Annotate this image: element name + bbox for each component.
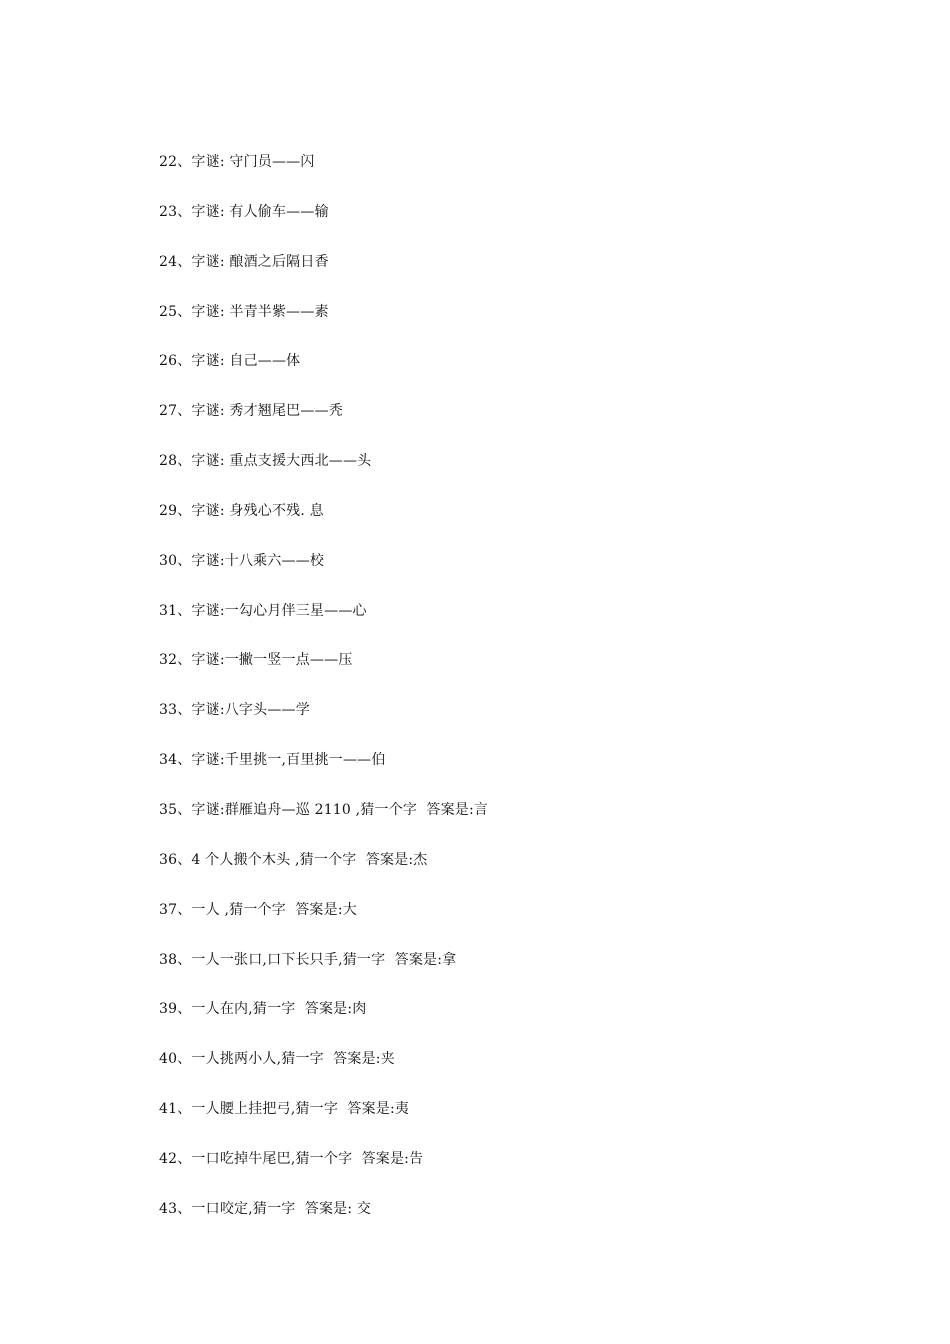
riddle-line-38: 38、一人一张口,口下长只手,猜一字 答案是:拿 — [159, 951, 457, 968]
riddle-line-42: 42、一口吃掉牛尾巴,猜一个字 答案是:告 — [159, 1150, 424, 1167]
riddle-line-22: 22、字谜: 守门员——闪 — [159, 154, 315, 170]
riddle-line-23: 23、字谜: 有人偷车——输 — [159, 203, 329, 220]
riddle-line-43: 43、一口咬定,猜一字 答案是: 交 — [159, 1200, 372, 1217]
riddle-line-29: 29、字谜: 身残心不残. 息 — [159, 502, 324, 519]
riddle-line-36: 36、4 个人搬个木头 ,猜一个字 答案是:杰 — [159, 851, 428, 868]
riddle-list — [159, 150, 488, 1247]
riddle-line-33: 33、字谜:八字头——学 — [159, 702, 310, 719]
riddle-line-32: 32、字谜:一撇一竖一点——压 — [159, 652, 353, 669]
riddle-line-34: 34、字谜:千里挑一,百里挑一——伯 — [159, 752, 386, 769]
riddle-line-31: 31、字谜:一勾心月伴三星——心 — [159, 602, 367, 619]
riddle-line-25: 25、字谜: 半青半紫——素 — [159, 303, 329, 320]
riddle-line-35: 35、字谜:群雁追舟—巡 2110 ,猜一个字 答案是:言 — [159, 801, 489, 818]
riddle-line-30: 30、字谜:十八乘六——校 — [159, 552, 325, 569]
riddle-line-26: 26、字谜: 自己——体 — [159, 353, 301, 370]
riddle-line-28: 28、字谜: 重点支援大西北——头 — [159, 453, 372, 470]
riddle-line-41: 41、一人腰上挂把弓,猜一字 答案是:夷 — [159, 1101, 410, 1118]
riddle-line-39: 39、一人在内,猜一字 答案是:肉 — [159, 1001, 367, 1018]
riddle-line-27: 27、字谜: 秀才翘尾巴——秃 — [159, 403, 343, 420]
riddle-line-37: 37、一人 ,猜一个字 答案是:大 — [159, 901, 357, 918]
riddle-line-24: 24、字谜: 酿酒之后隔日香 — [159, 253, 329, 270]
riddle-line-40: 40、一人挑两小人,猜一字 答案是:夹 — [159, 1051, 395, 1068]
